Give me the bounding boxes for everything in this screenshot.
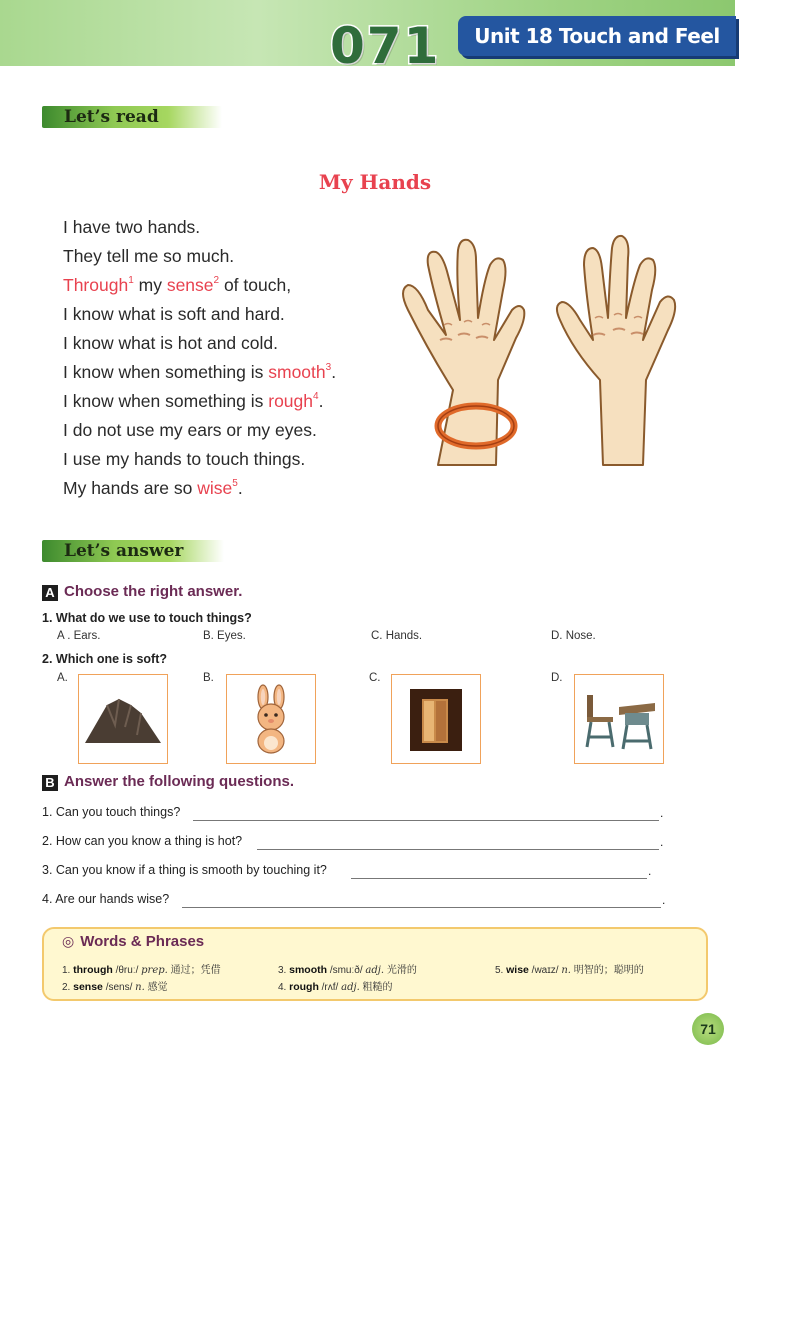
- poem-title: My Hands: [318, 170, 432, 194]
- answer-line-3[interactable]: [351, 878, 647, 879]
- answer-line-1[interactable]: [193, 820, 659, 821]
- poem-line: I know when something is rough$^4$.: [63, 391, 324, 411]
- part-b-question-3: 3. Can you know if a thing is smooth by touching it?: [42, 863, 327, 877]
- poem-line: They tell me so much.: [63, 246, 235, 266]
- lets-read-label: Let’s read: [64, 107, 159, 127]
- answer-period: .: [660, 835, 664, 849]
- part-b-question-2: 2. How can you know a thing is hot?: [42, 834, 243, 848]
- poem-line: I know when something is smooth$^3$.: [63, 362, 337, 382]
- poem-line: My hands are so wise$^5$.: [63, 478, 243, 498]
- page-number: 71: [692, 1013, 724, 1045]
- q2-option-b-image[interactable]: [226, 674, 316, 764]
- toy-rabbit-icon: [227, 675, 315, 763]
- part-a-heading: [42, 583, 242, 601]
- answer-period: .: [662, 893, 666, 907]
- unit-title: Unit 18 Touch and Feel: [474, 24, 720, 48]
- part-b-title: Answer the following questions.: [64, 773, 295, 790]
- q2-option-a-image[interactable]: [78, 674, 168, 764]
- lets-answer-label: Let’s answer: [64, 541, 184, 561]
- part-a-title: Choose the right answer.: [64, 583, 243, 600]
- answer-line-4[interactable]: [182, 907, 661, 908]
- window-icon: [392, 675, 480, 763]
- part-b-question-1: 1. Can you touch things?: [42, 805, 181, 819]
- word-entry: 4. rough /rʌf/ adj. 粗糙的: [278, 981, 393, 993]
- q2-option-c-label[interactable]: C.: [369, 672, 381, 684]
- q1-option-a[interactable]: A . Ears.: [57, 630, 101, 642]
- lets-answer-banner: [42, 540, 224, 562]
- page-code: 071: [330, 17, 441, 75]
- part-b-question-4: 4. Are our hands wise?: [42, 892, 170, 906]
- bullseye-icon: ◎: [62, 933, 75, 949]
- vocab-word: wise: [197, 478, 233, 498]
- vocab-word: smooth: [268, 362, 326, 382]
- part-a-letter: A: [42, 585, 58, 601]
- question-2: 2. Which one is soft?: [42, 652, 168, 666]
- poem-line: I know what is soft and hard.: [63, 304, 285, 324]
- part-b-letter: B: [42, 775, 58, 791]
- rock-icon: [79, 675, 167, 763]
- question-1: 1. What do we use to touch things?: [42, 611, 252, 625]
- word-entry: 3. smooth /smuːð/ adj. 光滑的: [278, 964, 417, 976]
- poem-line: I use my hands to touch things.: [63, 449, 306, 469]
- q1-option-b[interactable]: B. Eyes.: [203, 630, 246, 642]
- poem-line: I do not use my ears or my eyes.: [63, 420, 317, 440]
- answer-period: .: [660, 806, 664, 820]
- poem-line: Through$^1$ my sense$^2$ of touch,: [63, 275, 292, 295]
- poem: [63, 213, 336, 503]
- unit-tab: [458, 16, 736, 56]
- word-entry: 2. sense /sens/ n. 感觉: [62, 981, 168, 993]
- answer-period: .: [648, 864, 652, 878]
- vocab-word: Through: [63, 275, 129, 295]
- q1-option-c[interactable]: C. Hands.: [371, 630, 423, 642]
- poem-line: I have two hands.: [63, 217, 201, 237]
- poem-line: I know what is hot and cold.: [63, 333, 278, 353]
- part-b-heading: [42, 773, 294, 791]
- words-phrases-box: [42, 927, 708, 1001]
- answer-line-2[interactable]: [257, 849, 659, 850]
- desk-and-chair-icon: [575, 675, 663, 763]
- q2-option-d-label[interactable]: D.: [551, 672, 563, 684]
- vocab-word: sense: [166, 275, 214, 295]
- q1-option-d[interactable]: D. Nose.: [551, 630, 596, 642]
- q2-option-b-label[interactable]: B.: [203, 672, 214, 684]
- q2-option-c-image[interactable]: [391, 674, 481, 764]
- hands-illustration: [388, 230, 688, 480]
- lets-read-banner: [42, 106, 222, 128]
- hands-icon: [388, 230, 688, 480]
- q2-option-a-label[interactable]: A.: [57, 672, 68, 684]
- word-entry: 5. wise /waɪz/ n. 明智的；聪明的: [495, 964, 644, 976]
- word-entry: 1. through /θruː/ prep. 通过；凭借: [62, 964, 221, 976]
- words-phrases-title: ◎ Words & Phrases: [62, 933, 205, 950]
- q2-option-d-image[interactable]: [574, 674, 664, 764]
- vocab-word: rough: [268, 391, 314, 411]
